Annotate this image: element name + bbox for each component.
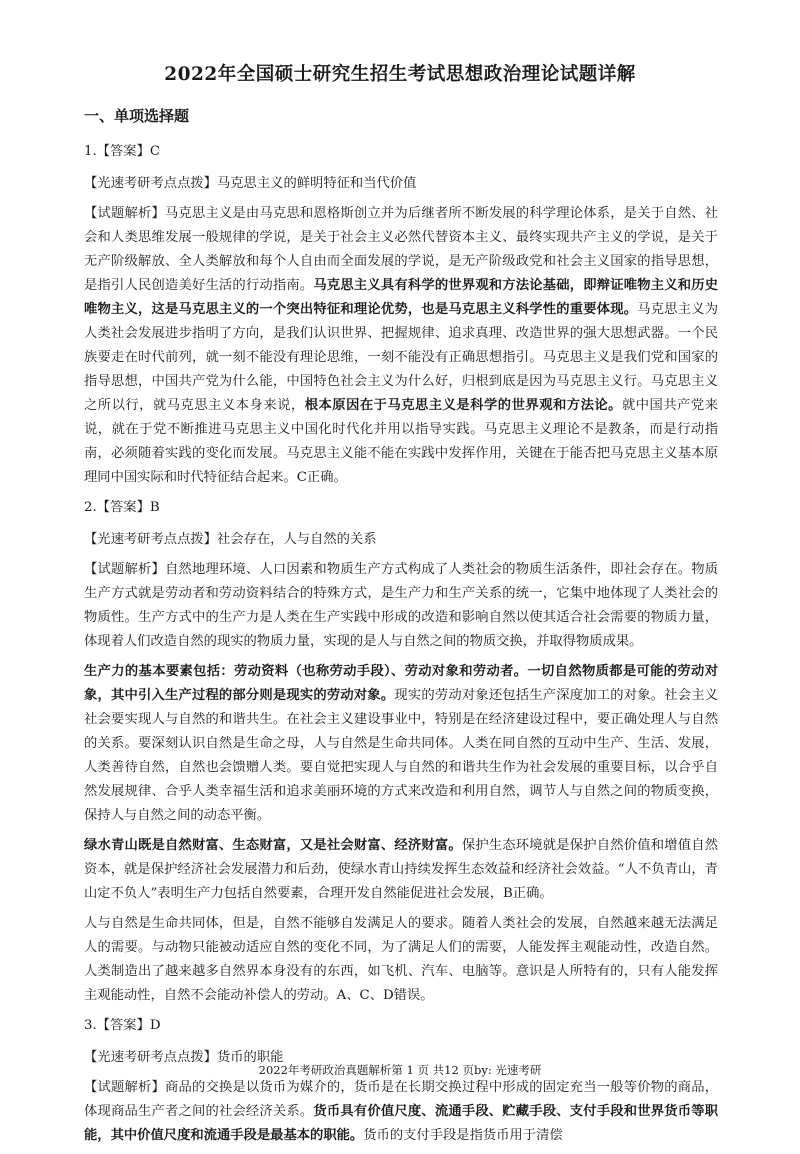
- q2-bold-3: 绿水青山既是自然财富、生态财富，又是社会财富、经济财富。: [84, 838, 462, 853]
- q3-text-1: 商品的交换是以货币为媒介的，货币是在长期交换过程中形成的固定充当一般等价物的商品，体现商品生产者之间的社会经济关系。: [84, 1080, 719, 1119]
- q1-point-text: 马克思主义的鲜明特征和当代价值: [216, 176, 417, 191]
- q3-text-2: 货币的支付手段是指货币用于清偿: [363, 1128, 563, 1143]
- section-heading: 一、单项选择题: [84, 107, 190, 125]
- q3-point-label: 【光速考研考点点拨】: [84, 1050, 217, 1065]
- q1-bold-2: 根本原因在于马克思主义是科学的世界观和方法论。: [304, 398, 622, 413]
- q3-analysis: [84, 1076, 718, 1148]
- page-title: 2022年全国硕士研究生招生考试思想政治理论试题详解: [164, 64, 636, 85]
- q3-point-text: 货币的职能: [216, 1050, 284, 1065]
- q2-paragraph-3: [84, 834, 718, 906]
- q3-analysis-label: 【试题解析】: [84, 1080, 165, 1095]
- q2-point: [84, 528, 718, 552]
- q1-text-2: 马克思主义为人类社会发展进步指明了方向，是我们认识世界、把握规律、追求真理、改造世界的强大思想武器。一个民族要走在时代前列，就一刻不能没有理论思维，一刻不能没有正确思想指引。马克思主义是我们党和国家的指导思想，中国共产党为什么能，中国特色社会主义为什么好，归根到底是因为马克思主义行。马克思主义之所以行，就马克思主义本身来说，: [84, 302, 718, 413]
- q2-analysis-label: 【试题解析】: [84, 562, 165, 577]
- document-body: [84, 100, 718, 1154]
- q1-analysis-label: 【试题解析】: [84, 206, 165, 221]
- q2-paragraph-4: 人与自然是生命共同体，但是，自然不能够自发满足人的要求。随着人类社会的发展，自然越来越无法满足人的需要。与动物只能被动适应自然的变化不同，为了满足人们的需要，人能发挥主观能动性，改造自然。人类制造出了越来越多自然界本身没有的东西，如飞机、汽车、电脑等。意识是人所特有的，只有人能发挥主观能动性，自然不会能动补偿人的劳动。A、C、D错误。: [84, 916, 718, 1003]
- q3-answer: 3.【答案】D: [84, 1018, 161, 1033]
- q2-point-label: 【光速考研考点点拨】: [84, 532, 217, 547]
- q2-text-1: 自然地理环境、人口因素和物质生产方式构成了人类社会的物质生活条件，即社会存在。物质生产方式就是劳动者和劳动资料结合的特殊方式，是生产力和生产关系的统一，它集中地体现了人类社会的物质性。生产方式中的生产力是人类在生产实践中形成的改造和影响自然以使其适合社会需要的物质力量，体现着人们改造自然的现实的物质力量，实现的是人与自然之间的物质交换，并取得物质成果。: [84, 562, 719, 649]
- q1-bold-1: 马克思主义具有科学的世界观和方法论基础，即辩证唯物主义和历史唯物主义，这是马克思主义的一个突出特征和理论优势，也是马克思主义科学性的重要体现。: [84, 278, 718, 317]
- q2-analysis: [84, 558, 718, 654]
- q1-text-1: 马克思主义是由马克思和恩格斯创立并为后继者所不断发展的科学理论体系，是关于自然、社会和人类思维发展一般规律的学说，是关于社会主义必然代替资本主义、最终实现共产主义的学说，是关于无产阶级解放、全人类解放和每个人自由而全面发展的学说，是无产阶级政党和社会主义国家的指导思想，是指引人民创造美好生活的行动指南。: [84, 206, 719, 293]
- q2-answer: 2.【答案】B: [84, 500, 160, 515]
- page-footer: 2022年考研政治真题解析第 1 页 共12 页by: 光速考研: [258, 1063, 542, 1077]
- q1-point-label: 【光速考研考点点拨】: [84, 176, 217, 191]
- q1-answer: 1.【答案】C: [84, 144, 161, 159]
- q2-bold-2: 生产力的基本要素包括：劳动资料（也称劳动手段）、劳动对象和劳动者。一切自然物质都是可能的劳动对象，其中引入生产过程的部分则是现实的劳动对象。: [84, 664, 718, 703]
- q2-text-3: 保护生态环境就是保护自然价值和增值自然资本，就是保护经济社会发展潜力和后劲，使绿水青山持续发挥生态效益和经济社会效益。“人不负青山，青山定不负人”表明生产力包括自然要素，合理开发自然能促进社会发展，B正确。: [84, 838, 719, 901]
- q2-paragraph-2: [84, 660, 718, 828]
- q1-analysis: [84, 202, 718, 490]
- q3-bold-1: 货币具有价值尺度、流通手段、贮藏手段、支付手段和世界货币等职能，其中价值尺度和流通手段是最基本的职能。: [84, 1104, 718, 1143]
- q2-point-text: 社会存在，人与自然的关系: [216, 532, 377, 547]
- q1-text-3: 就中国共产党来说，就在于党不断推进马克思主义中国化时代化并用以指导实践。马克思主义理论不是教条，而是行动指南，必须随着实践的变化而发展。马克思主义能不能在实践中发挥作用，关键在于能否把马克思主义基本原理同中国实际和时代特征结合起来。C正确。: [84, 398, 719, 485]
- q1-point: [84, 172, 718, 196]
- q2-text-2: 现实的劳动对象还包括生产深度加工的对象。社会主义社会要实现人与自然的和谐共生。在社会主义建设事业中，特别是在经济建设过程中，要正确处理人与自然的关系。要深刻认识自然是生命之母，人与自然是生命共同体。人类在同自然的互动中生产、生活、发展，人类善待自然，自然也会馈赠人类。要自觉把实现人与自然的和谐共生作为社会发展的重要目标，以合乎自然发展规律、合乎人类幸福生活和追求美丽环境的方式来改造和利用自然，调节人与自然之间的物质变换，保持人与自然之间的动态平衡。: [84, 688, 719, 823]
